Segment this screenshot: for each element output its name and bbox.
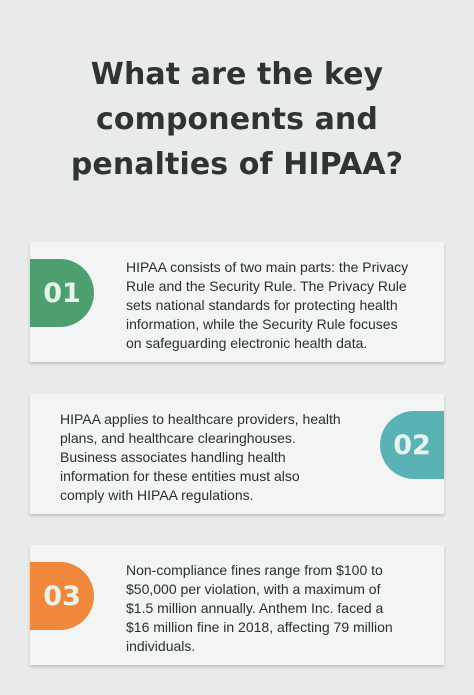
description-line: Non-compliance fines range from $100 to — [126, 562, 383, 578]
description-line: plans, and healthcare clearinghouses. — [60, 430, 296, 446]
description-line: sets national standards for protecting health — [126, 297, 398, 313]
description-line: information, while the Security Rule focuses — [126, 316, 398, 332]
number-badge: 01 — [30, 259, 94, 327]
card-description — [126, 258, 426, 353]
description-line: HIPAA applies to healthcare providers, health — [60, 411, 341, 427]
page-title — [0, 52, 474, 187]
component-card-02 — [30, 394, 444, 514]
title-line: penalties of HIPAA? — [70, 147, 404, 182]
description-line: individuals. — [126, 638, 196, 654]
description-line: $50,000 per violation, with a maximum of — [126, 581, 381, 597]
description-line: on safeguarding electronic health data. — [126, 335, 368, 351]
description-line: Rule and the Security Rule. The Privacy Rule — [126, 278, 407, 294]
description-line: $16 million fine in 2018, affecting 79 million — [126, 619, 393, 635]
description-line: Business associates handling health — [60, 449, 286, 465]
number-badge: 02 — [380, 411, 444, 479]
description-line: HIPAA consists of two main parts: the Privacy — [126, 259, 409, 275]
title-line: components and — [96, 102, 378, 137]
card-description — [126, 561, 426, 656]
description-line: comply with HIPAA regulations. — [60, 487, 254, 503]
description-line: information for these entities must also — [60, 468, 300, 484]
description-line: $1.5 million annually. Anthem Inc. faced a — [126, 600, 384, 616]
component-card-01 — [30, 242, 444, 362]
title-line: What are the key — [90, 57, 384, 92]
card-description — [60, 410, 360, 505]
number-badge: 03 — [30, 562, 94, 630]
component-card-03 — [30, 545, 444, 665]
